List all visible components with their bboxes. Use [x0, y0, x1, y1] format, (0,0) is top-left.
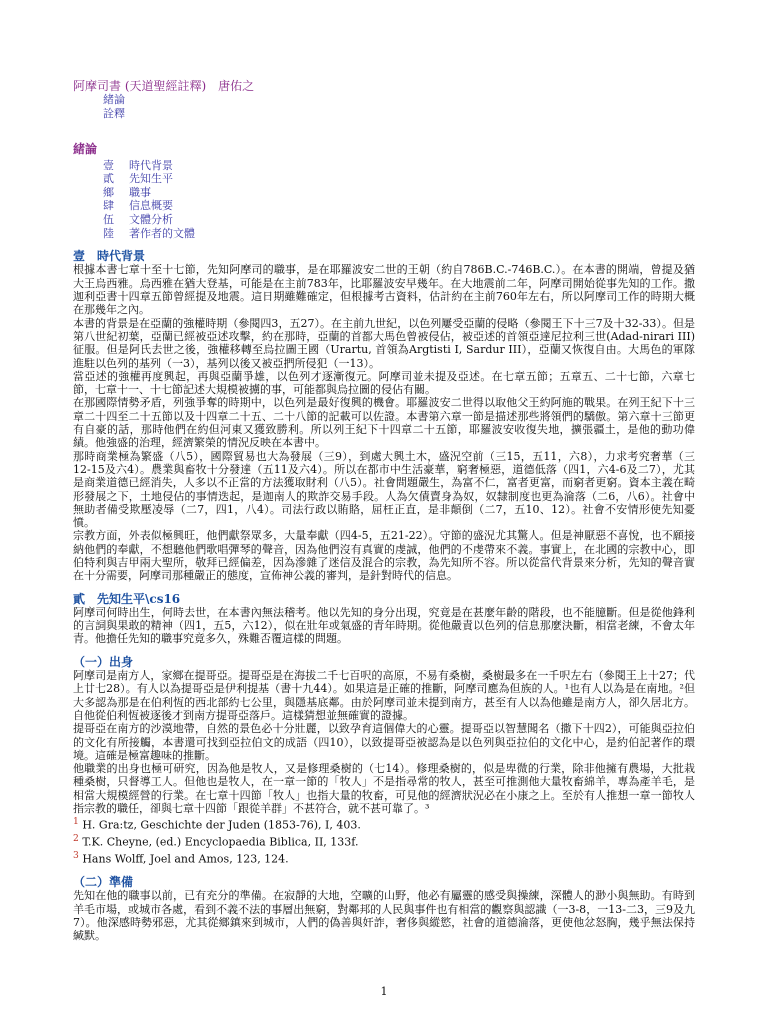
section-heading-intro: 緒論 [73, 142, 98, 157]
toc-num: 貳 [103, 172, 114, 186]
heading-historical-background: 壹 時代背景 [73, 249, 146, 264]
heading-prophet-life: 貳 先知生平\cs16 [73, 591, 181, 606]
toc-num: 伍 [103, 212, 114, 226]
toc-num: 鄉 [103, 185, 114, 199]
paragraph: 阿摩司何時出生，何時去世，在本書內無法稽考。他以先知的身分出現，究竟是在甚麼年齡的階段，也不能臆斷。但是從他鋒利的言詞與果敢的精神（四1，五5，六12），似在壯年或氣盛的青年時期。從他嚴責以色列的信息那麼決斷，相當老練，不會太年青。他擔任先知的職事究竟多久，殊難否覆這樣的問題。 [73, 605, 695, 646]
paragraph: 在那國際情勢矛盾，列強爭奪的時期中，以色列是最好復興的機會。耶羅波安二世得以取他父王約阿施的戰果。在列王紀下十三章二十四至二十五節以及十四章二十五、二十八節的記載可以佐證。本書第六章一節是描述那些將領們的驕傲。第六章十三節更有自豪的話，那時他們在約但河東又獲致勝利。所以列王紀下十四章二十五節，耶羅波安收復失地，擴張疆土，是他的動功偉績。他強盛的治理，經濟繁榮的情況反映在本書中。 [73, 396, 695, 450]
toc-link-intro[interactable]: 緒論 [103, 93, 125, 107]
heading-origin: （一）出身 [73, 654, 134, 669]
paragraph: 阿摩司是南方人，家鄉在提哥亞。提哥亞是在海拔二千七百呎的高原，不易有桑樹，桑樹最多在一千呎左右（參閱王上十27；代上廿七28）。有人以為提哥亞是伊利提基（書十九44）。如果這是正確的推斷，阿摩司應為但族的人。¹也有人以為是在南地。²但大多認為那是在伯利恆的西北部約七公里，與隱基底鄰。由於阿摩司並未提到南方，甚至有人以為他雖是南方人，卻久居北方。自他從伯利恆被逐後才到南方提哥亞落戶。這樣猜想並無確實的證據。 [73, 669, 695, 722]
toc-item[interactable] [103, 172, 695, 186]
toc-item[interactable] [103, 186, 695, 200]
toc-label: 先知生平 [129, 172, 173, 186]
paragraph: 根據本書七章十至十七節，先知阿摩司的職事，是在耶羅波安二世的王朝（約自786B.C.-746B.C.）。在本書的開端，曾提及猶大王烏西雅。烏西雅在猶大登基，可能是在主前783年，比耶羅波安早幾年。在大地震前二年，阿摩司開始從事先知的工作。撒迦利亞書十四章五節曾經提及地震。這日期雖難確定，但根據考古資料，估計約在主前760年左右，所以阿摩司工作的時期大概在那幾年之內。 [73, 263, 695, 317]
paragraph: 本書的背景是在亞蘭的強權時期（參閱四3，五27）。在主前九世紀，以色列屢受亞蘭的侵略（參閱王下十三7及十32‑33）。但是第八世紀初葉，亞蘭已經被亞述攻擊，約在那時，亞蘭的首都大馬色曾被侵佔，被亞述的首領亞達尼拉利三世(Adad-nirari III)征服。但是阿氏去世之後，強權移轉至烏拉圖王國（Urartu, 首領為Argtisti I, Sardur III），亞蘭又恢復自由。大馬色的軍隊進駐以色列的基列（一3），基列以後又被亞捫所侵犯（一13）。 [73, 316, 695, 370]
toc-num: 肆 [103, 199, 114, 213]
toc-label: 著作者的文體 [129, 226, 195, 240]
footnote: $^3$ Hans Wolff, Joel and Amos, 123, 124. [73, 850, 289, 866]
page-number: 1 [380, 985, 388, 998]
toc-num: 壹 [103, 158, 114, 172]
main-toc [103, 93, 695, 121]
document-page [73, 80, 695, 943]
toc-label: 信息概要 [129, 199, 173, 213]
toc-item[interactable] [103, 227, 695, 241]
toc-item[interactable] [103, 159, 695, 173]
toc-label: 職事 [129, 185, 151, 199]
paragraph: 當亞述的強權再度興起，再與亞蘭爭雄，以色列才逐漸復元。阿摩司並未提及亞述。在七章五節；五章五、二十七節，六章七節，七章十一、十七節記述大規模被擄的事，可能都與烏拉圖的侵佔有關。 [73, 369, 695, 397]
heading-preparation: （二）準備 [73, 875, 134, 890]
toc-label: 時代背景 [129, 158, 173, 172]
paragraph: 他職業的出身也極可研究，因為他是牧人，又是修理桑樹的（七14）。修理桑樹的，似是卑微的行業，除非他擁有農場，大批栽種桑樹，只督導工人。但他也是牧人，在一章一節的「牧人」不是指尋常的牧人，甚至可推測他大量牧畜綿羊，專為產羊毛，是相當大規模經營的行業。在七章十四節「牧人」也指大量的牧畜，可見他的經濟狀況必在小康之上。至於有人推想一章一節牧人指宗教的職任，卻與七章十四節「跟從羊群」不甚符合，就不甚可靠了。³ [73, 762, 695, 816]
document-title: 阿摩司書 (天道聖經註釋) 唐佑之 [73, 79, 255, 93]
footnote: $^2$ T.K. Cheyne, (ed.) Encyclopaedia Biblica, II, 133f. [73, 833, 359, 849]
paragraph: 先知在他的職事以前，已有充分的準備。在寂靜的大地，空曠的山野，他必有屬靈的感受與操練，深體人的渺小與無助。有時到羊毛市場，或城市各處，看到不義不法的事層出無窮，對鄰邦的人民與事件也有相當的觀察與認識（一3‑8，一13‑二3，三9及九7）。他深感時勢邪惡，尤其從鄉鎮來到城市，人們的偽善與奸詐，奢侈與縱慾，社會的道德淪落，更使他忿怒胸，幾乎無法保持緘默。 [73, 889, 695, 943]
intro-toc [103, 159, 695, 241]
footnote: $^1$ H. Gra:tz, Geschichte der Juden (1853-76), I, 403. [73, 816, 361, 832]
toc-num: 陸 [103, 226, 114, 240]
toc-link-commentary[interactable]: 詮釋 [103, 107, 125, 121]
toc-item[interactable] [103, 213, 695, 227]
paragraph: 提哥亞在南方的沙漠地帶，自然的景色必十分壯麗，以致孕育這個偉大的心靈。提哥亞以智慧聞名（撒下十四2），可能與亞拉伯的文化有所接觸，本書還可找到亞拉伯文的成語（四10），以致提哥亞被認為是以色列與亞拉伯的文化中心，是約伯記著作的環境。這確是極富趣味的推斷。 [73, 722, 695, 762]
paragraph: 那時商業極為繁盛（八5），國際貿易也大為發展（三9），到處大興土木，盛況空前（三15，五11，六8），力求考究奢華（三12‑15及六4）。農業與畜牧十分發達（五11及六4）。所以在都市中生活豪華，窮奢極惡，道德低落（四1，六4‑6及二7），尤其是商業道德已經消失，人多以不正當的方法獲取財利（八5）。社會問題嚴生，為富不仁，富者更富，而窮者更窮。資本主義在畸形發展之下，土地侵佔的事情迭起，是迦南人的欺詐交易手段。人為欠債賣身為奴，奴隸制度也更為淪落（二6，八6）。社會中無助者備受欺壓凌辱（二7，四1，八4）。司法行政以賄賂，屈枉正直，是非顛倒（二7，五10、12）。社會不安情形使先知憂憤。 [73, 449, 695, 530]
toc-label: 文體分析 [129, 212, 173, 226]
paragraph: 宗教方面，外表似極興旺，他們獻祭眾多，大量奉獻（四4‑5，五21‑22）。守節的盛況尤其驚人。但是神厭惡不喜悅，也不願接納他們的奉獻，不想聽他們歌唱彈琴的聲音，因為他們沒有真實的虔誠，他們的不虔帶來不義。事實上，在北國的宗教中心，即伯特利與吉甲兩大聖所，敬拜已經偏差，因為滲雜了迷信及混合的宗教，為先知所不容。所以從當代背景來分析，先知的聲音實在十分需要，阿摩司那種嚴正的態度，宣佈神公義的審判，是針對時代的信息。 [73, 529, 695, 583]
toc-item[interactable] [103, 199, 695, 213]
